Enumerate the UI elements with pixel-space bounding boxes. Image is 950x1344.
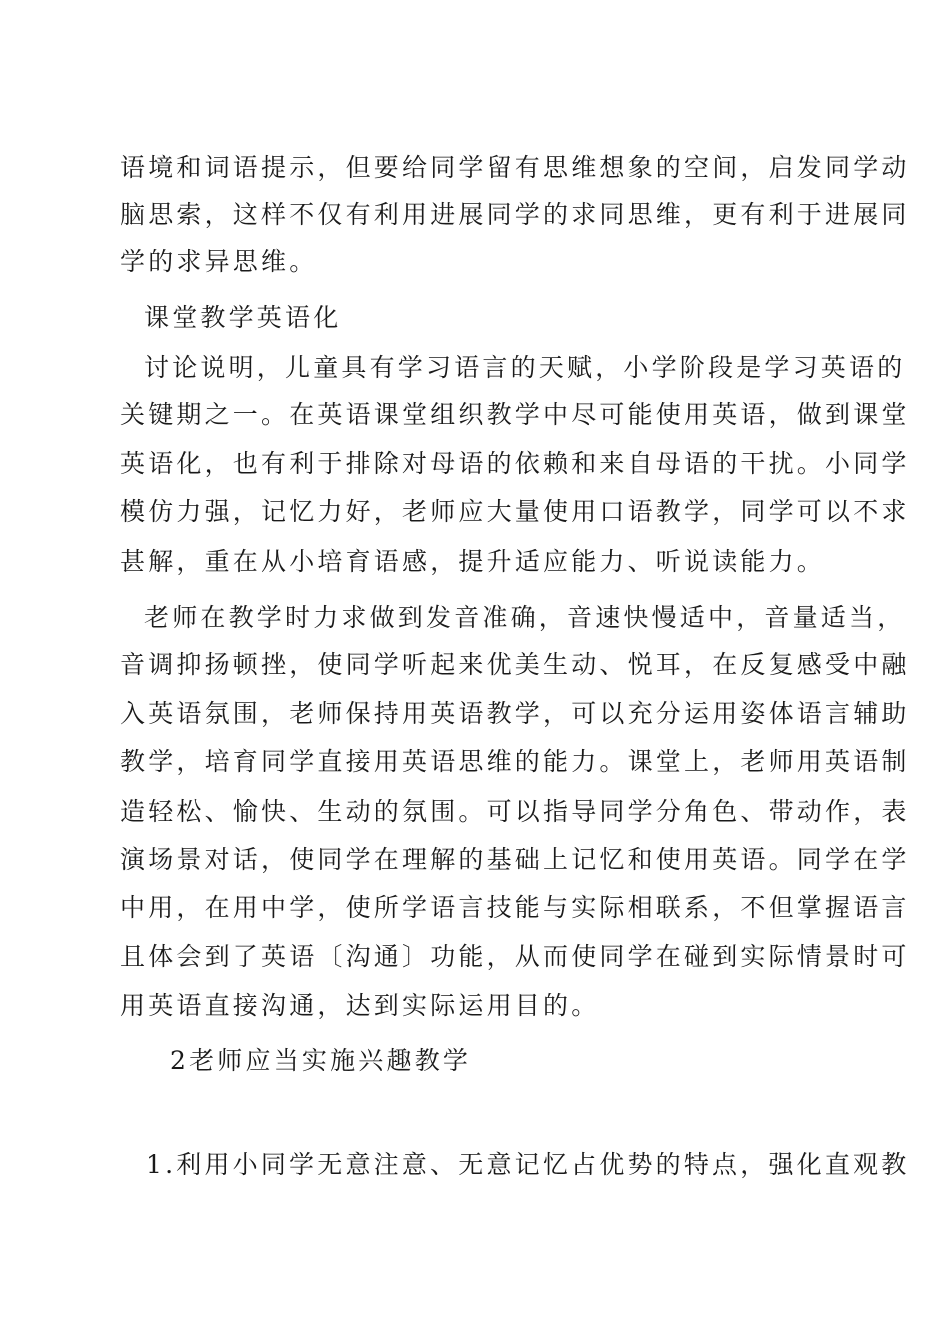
body-text-line: 语境和词语提示，但要给同学留有思维想象的空间，启发同学动 xyxy=(120,153,910,182)
numbered-item: 1.利用小同学无意注意、无意记忆占优势的特点，强化直观教 xyxy=(146,1150,910,1179)
section-heading: 课堂教学英语化 xyxy=(144,303,342,332)
body-text-line: 脑思索，这样不仅有利用进展同学的求同思维，更有利于进展同 xyxy=(120,200,910,229)
body-text-line: 讨论说明，儿童具有学习语言的天赋，小学阶段是学习英语的 xyxy=(144,353,906,382)
section-heading: 2老师应当实施兴趣教学 xyxy=(170,1046,472,1075)
body-text-line: 且体会到了英语〔沟通〕功能，从而使同学在碰到实际情景时可 xyxy=(120,942,910,971)
body-text-line: 演场景对话，使同学在理解的基础上记忆和使用英语。同学在学 xyxy=(120,845,910,874)
body-text-line: 用英语直接沟通，达到实际运用目的。 xyxy=(120,991,600,1020)
body-text-line: 模仿力强，记忆力好，老师应大量使用口语教学，同学可以不求 xyxy=(120,497,910,526)
body-text-line: 造轻松、愉快、生动的氛围。可以指导同学分角色、带动作，表 xyxy=(120,797,910,826)
body-text-line: 甚解，重在从小培育语感，提升适应能力、听说读能力。 xyxy=(120,547,826,576)
body-text-line: 学的求异思维。 xyxy=(120,247,318,276)
body-text-line: 中用，在用中学，使所学语言技能与实际相联系，不但掌握语言 xyxy=(120,893,910,922)
body-text-line: 老师在教学时力求做到发音准确，音速快慢适中，音量适当， xyxy=(144,603,906,632)
body-text-line: 教学，培育同学直接用英语思维的能力。课堂上，老师用英语制 xyxy=(120,747,910,776)
body-text-line: 关键期之一。在英语课堂组织教学中尽可能使用英语，做到课堂 xyxy=(120,400,910,429)
body-text-line: 入英语氛围，老师保持用英语教学，可以充分运用姿体语言辅助 xyxy=(120,699,910,728)
body-text-line: 英语化，也有利于排除对母语的依赖和来自母语的干扰。小同学 xyxy=(120,449,910,478)
body-text-line: 音调抑扬顿挫，使同学听起来优美生动、悦耳，在反复感受中融 xyxy=(120,650,910,679)
